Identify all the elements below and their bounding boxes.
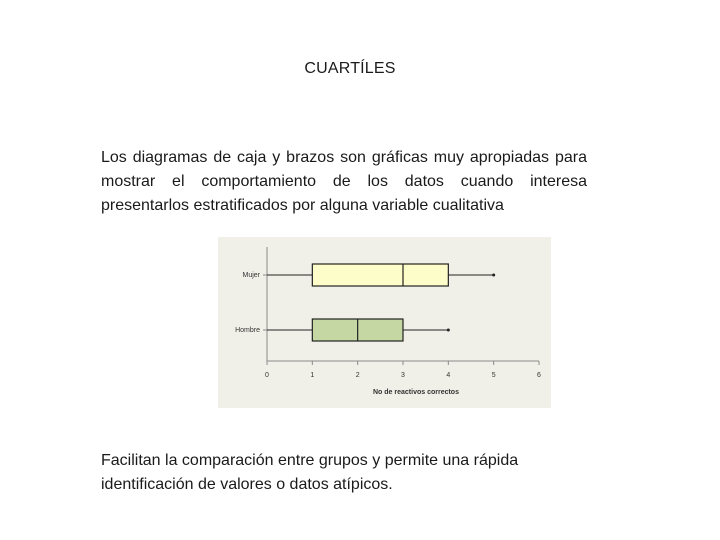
x-tick-label: 6 xyxy=(537,372,541,379)
x-tick-label: 0 xyxy=(265,372,269,379)
category-label: Hombre xyxy=(235,327,260,334)
slide-title: CUARTÍLES xyxy=(304,60,396,77)
closing-paragraph: Facilitan la comparación entre grupos y permite una rápida identificación de valores o datos atípicos. xyxy=(101,452,519,493)
x-axis-label: No de reactivos correctos xyxy=(373,389,459,396)
x-tick-label: 5 xyxy=(491,372,496,379)
x-tick-label: 2 xyxy=(355,372,360,379)
boxplot-chart xyxy=(218,237,551,408)
x-tick-label: 4 xyxy=(446,372,451,379)
whisker-end-marker xyxy=(447,329,450,332)
category-label: Mujer xyxy=(242,272,260,279)
x-tick-label: 1 xyxy=(310,372,315,379)
intro-paragraph: Los diagramas de caja y brazos son gráficas muy apropiadas para mostrar el comportamiento de los datos cuando interesa presentarlos estratificados por alguna variable cualitativa xyxy=(101,149,587,214)
x-tick-label: 3 xyxy=(401,372,405,379)
box-mujer xyxy=(312,264,448,286)
boxplot-svg xyxy=(218,237,551,408)
whisker-end-marker xyxy=(492,274,495,277)
